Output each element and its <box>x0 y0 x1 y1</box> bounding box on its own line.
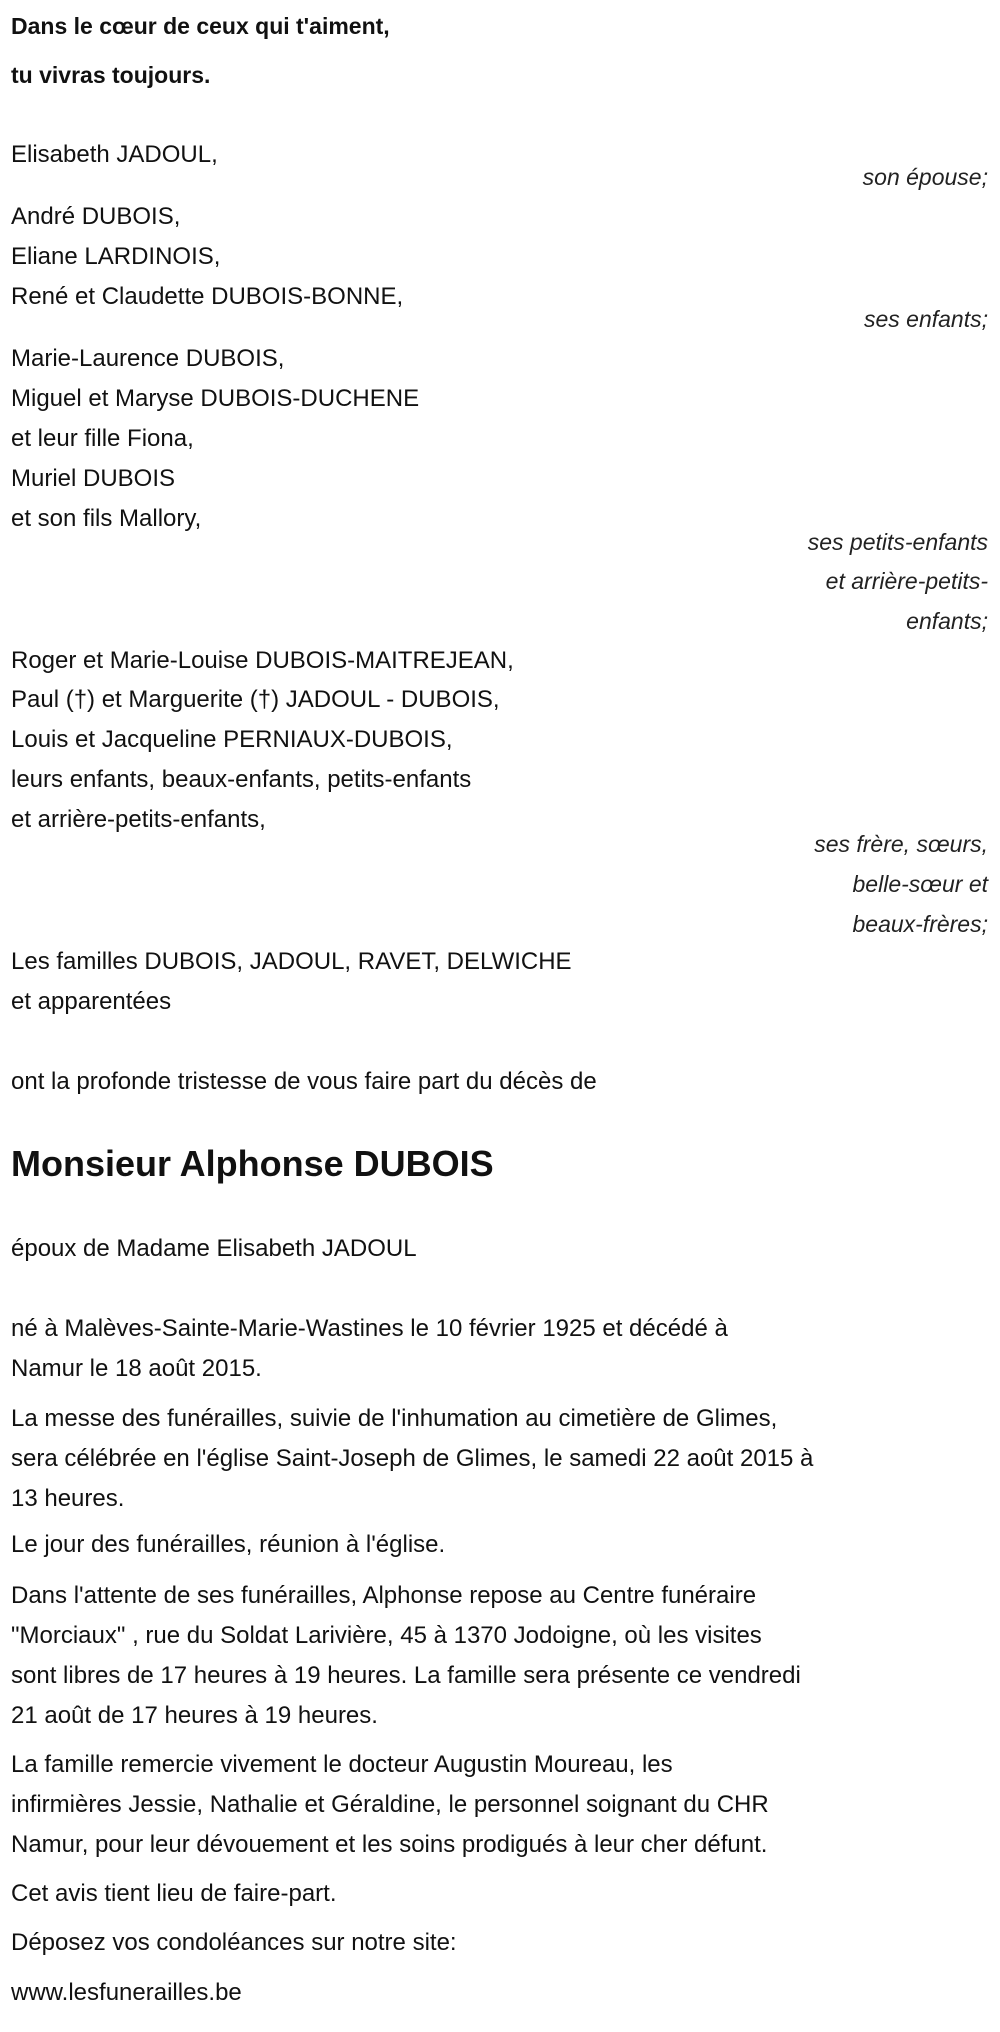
family-line: Miguel et Maryse DUBOIS-DUCHENE <box>11 385 420 412</box>
family-line: et arrière-petits-enfants, <box>11 806 266 833</box>
family-line: et apparentées <box>11 988 172 1015</box>
paragraph-line: La messe des funérailles, suivie de l'inhumation au cimetière de Glimes, <box>11 1405 778 1432</box>
family-line: leurs enfants, beaux-enfants, petits-enfants <box>11 766 472 793</box>
relation-label: belle-sœur et <box>852 871 988 897</box>
paragraph-line: sont libres de 17 heures à 19 heures. La famille sera présente ce vendredi <box>11 1662 801 1689</box>
family-line: Marie-Laurence DUBOIS, <box>11 345 285 372</box>
family-line: Louis et Jacqueline PERNIAUX-DUBOIS, <box>11 726 453 753</box>
family-line: Paul (†) et Marguerite (†) JADOUL - DUBOIS, <box>11 686 500 713</box>
family-line: et son fils Mallory, <box>11 505 202 532</box>
relation-label: ses petits-enfants <box>807 529 988 555</box>
paragraph-line: 21 août de 17 heures à 19 heures. <box>11 1702 378 1729</box>
website-link[interactable]: www.lesfunerailles.be <box>11 1979 242 2006</box>
paragraph-line: Le jour des funérailles, réunion à l'église. <box>11 1531 446 1558</box>
family-line: Elisabeth JADOUL, <box>11 141 218 168</box>
family-line: Eliane LARDINOIS, <box>11 243 221 270</box>
paragraph-line: Namur le 18 août 2015. <box>11 1355 262 1382</box>
paragraph-line: infirmières Jessie, Nathalie et Géraldine, le personnel soignant du CHR <box>11 1791 769 1818</box>
relation-label: et arrière-petits- <box>825 568 988 594</box>
paragraph-line: Dans l'attente de ses funérailles, Alphonse repose au Centre funéraire <box>11 1582 757 1609</box>
family-line: Les familles DUBOIS, JADOUL, RAVET, DELWICHE <box>11 948 572 975</box>
paragraph-line: sera célébrée en l'église Saint-Joseph de Glimes, le samedi 22 août 2015 à <box>11 1445 814 1472</box>
paragraph-line: né à Malèves-Sainte-Marie-Wastines le 10 février 1925 et décédé à <box>11 1315 728 1342</box>
epigraph-line: tu vivras toujours. <box>11 62 211 88</box>
relation-label: ses enfants; <box>863 306 988 332</box>
paragraph-line: 13 heures. <box>11 1485 125 1512</box>
family-line: et leur fille Fiona, <box>11 425 194 452</box>
deceased-name: Monsieur Alphonse DUBOIS <box>11 1143 494 1184</box>
relation-label: enfants; <box>906 608 988 634</box>
paragraph-line: Cet avis tient lieu de faire-part. <box>11 1880 337 1907</box>
announcement: ont la profonde tristesse de vous faire part du décès de <box>11 1068 597 1095</box>
relation-label: son épouse; <box>862 164 988 190</box>
relation-label: beaux-frères; <box>852 911 988 937</box>
family-line: Muriel DUBOIS <box>11 465 176 492</box>
spouse-of: époux de Madame Elisabeth JADOUL <box>11 1235 417 1262</box>
epigraph-line: Dans le cœur de ceux qui t'aiment, <box>11 13 390 39</box>
paragraph-line: Déposez vos condoléances sur notre site: <box>11 1929 457 1956</box>
paragraph-line: "Morciaux" , rue du Soldat Larivière, 45 à 1370 Jodoigne, où les visites <box>11 1622 762 1649</box>
family-line: René et Claudette DUBOIS-BONNE, <box>11 283 404 310</box>
family-line: André DUBOIS, <box>11 203 181 230</box>
relation-label: ses frère, sœurs, <box>814 831 988 857</box>
family-line: Roger et Marie-Louise DUBOIS-MAITREJEAN, <box>11 647 514 674</box>
paragraph-line: La famille remercie vivement le docteur Augustin Moureau, les <box>11 1751 673 1778</box>
paragraph-line: Namur, pour leur dévouement et les soins prodigués à leur cher défunt. <box>11 1831 768 1858</box>
